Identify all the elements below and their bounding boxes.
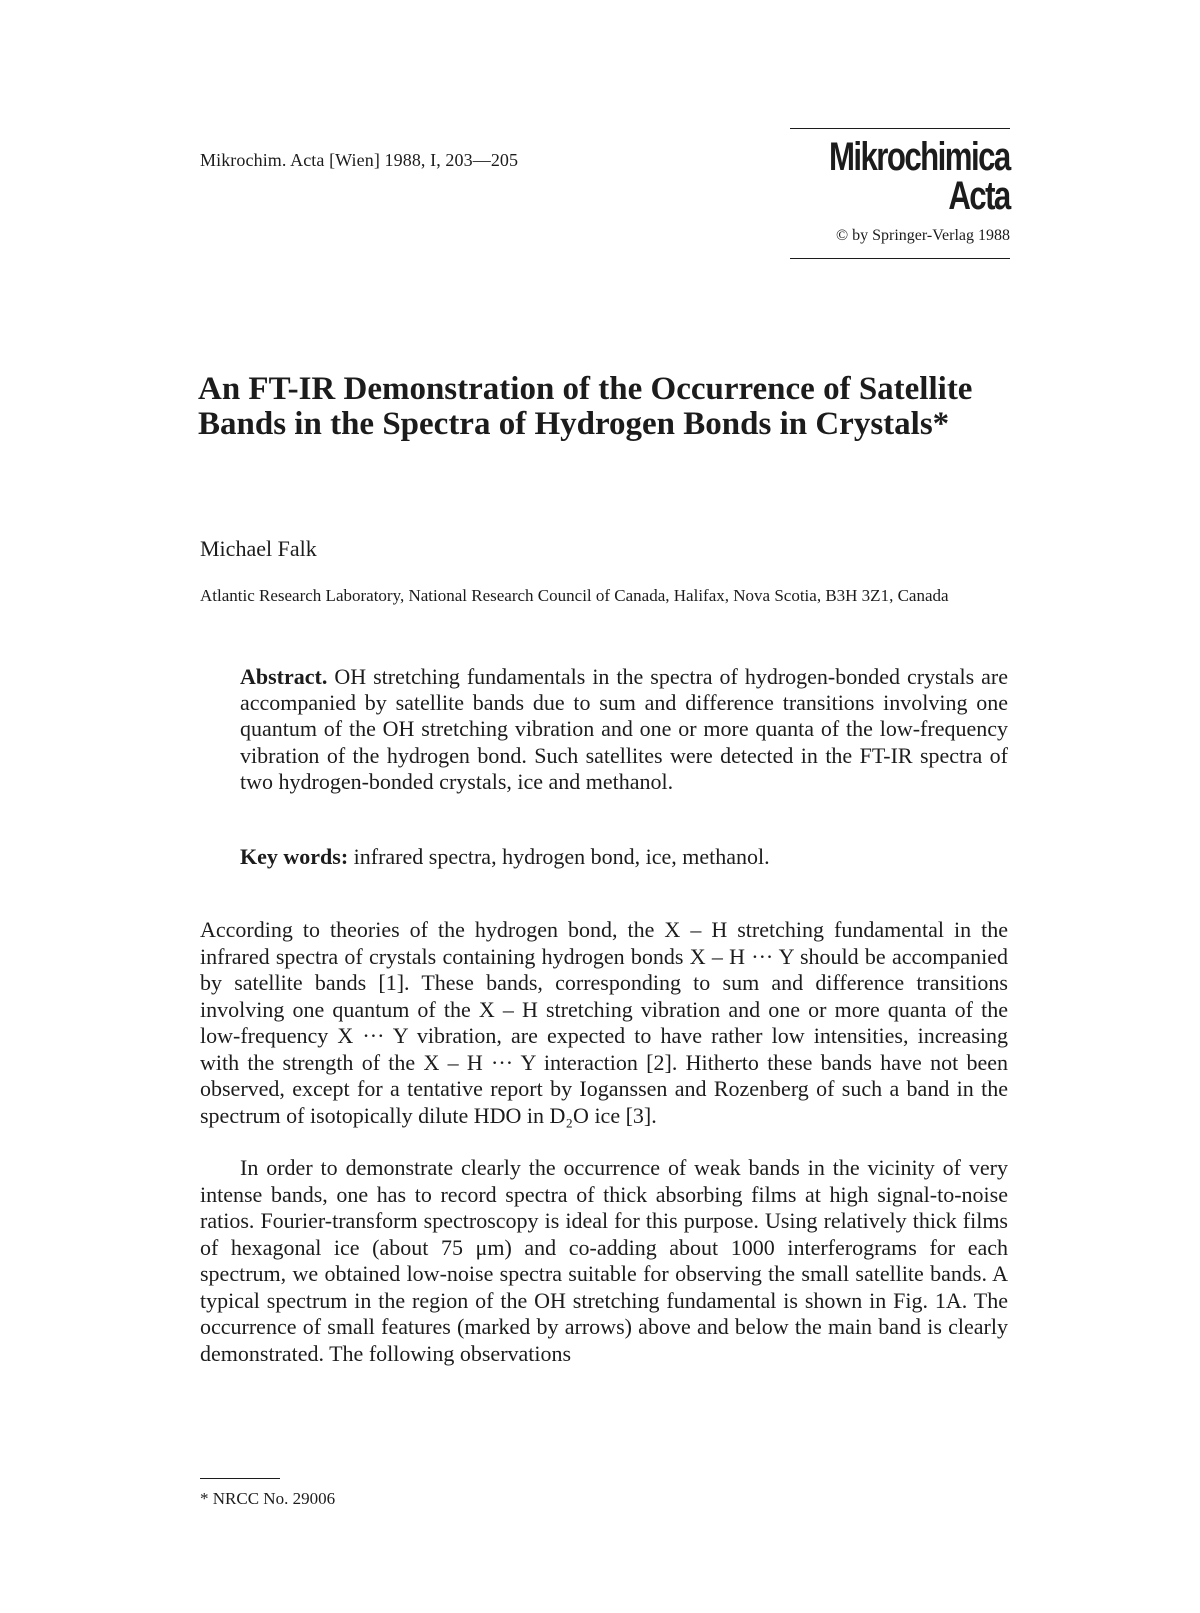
body-paragraph-1: According to theories of the hydrogen bond, the X – H stretching fundamental in the infrared spectra of crystals containing hydrogen bonds X – H ··· Y should be accompanied by satellite bands [1]. These bands, corresponding to sum and difference transitions involving one quantum of the X – H stretching vibration and one or more quanta of the low-frequency X ··· Y vibration, are expected to have rather low intensities, increasing with the strength of the X – H ··· Y interaction [2]. Hitherto these bands have not been observed, except for a tentative report by Ioganssen and Rozenberg of such a band in the spectrum of isotopically dilute HDO in D₂O ice [3]. [200,917,1008,1128]
logo-bottom-rule [790,258,1010,259]
abstract-label: Abstract. [240,664,328,689]
abstract [240,664,1008,795]
abstract-text: OH stretching fundamentals in the spectra of hydrogen-bonded crystals are accompanied by satellite bands due to sum and difference transitions involving one quantum of the OH stretching vibration and one or more quanta of the low-frequency vibration of the hydrogen bond. Such satellites were detected in the FT-IR spectra of two hydrogen-bonded crystals, ice and methanol. [240,664,1009,794]
footnote-rule [200,1478,280,1479]
journal-name-line1: Mikrochimica [829,135,1010,179]
keywords [240,844,1008,870]
footnote: * NRCC No. 29006 [200,1489,336,1508]
body-paragraph-2: In order to demonstrate clearly the occurrence of weak bands in the vicinity of very intense bands, one has to record spectra of thick absorbing films at high signal-to-noise ratios. Fourier-transform spectroscopy is ideal for this purpose. Using relatively thick films of hexagonal ice (about 75 μm) and co-adding about 1000 interferograms for each spectrum, we obtained low-noise spectra suitable for observing the small satellite bands. A typical spectrum in the region of the OH stretching fundamental is shown in Fig. 1A. The occurrence of small features (marked by arrows) above and below the main band is clearly demonstrated. The following observations [200,1155,1008,1366]
article-title: An FT-IR Demonstration of the Occurrence of Satellite Bands in the Spectra of Hydrogen Bonds in Crystals* [198,371,973,442]
journal-citation: Mikrochim. Acta [Wien] 1988, I, 203—205 [200,150,519,170]
author-name: Michael Falk [200,536,317,561]
logo-top-rule [790,128,1010,129]
copyright-notice: © by Springer-Verlag 1988 [835,227,1010,244]
author-affiliation: Atlantic Research Laboratory, National Research Council of Canada, Halifax, Nova Scotia, B3H 3Z1, Canada [200,586,949,605]
journal-name-line2: Acta [948,174,1010,218]
keywords-text: infrared spectra, hydrogen bond, ice, methanol. [353,844,770,869]
keywords-label: Key words: [240,844,349,869]
